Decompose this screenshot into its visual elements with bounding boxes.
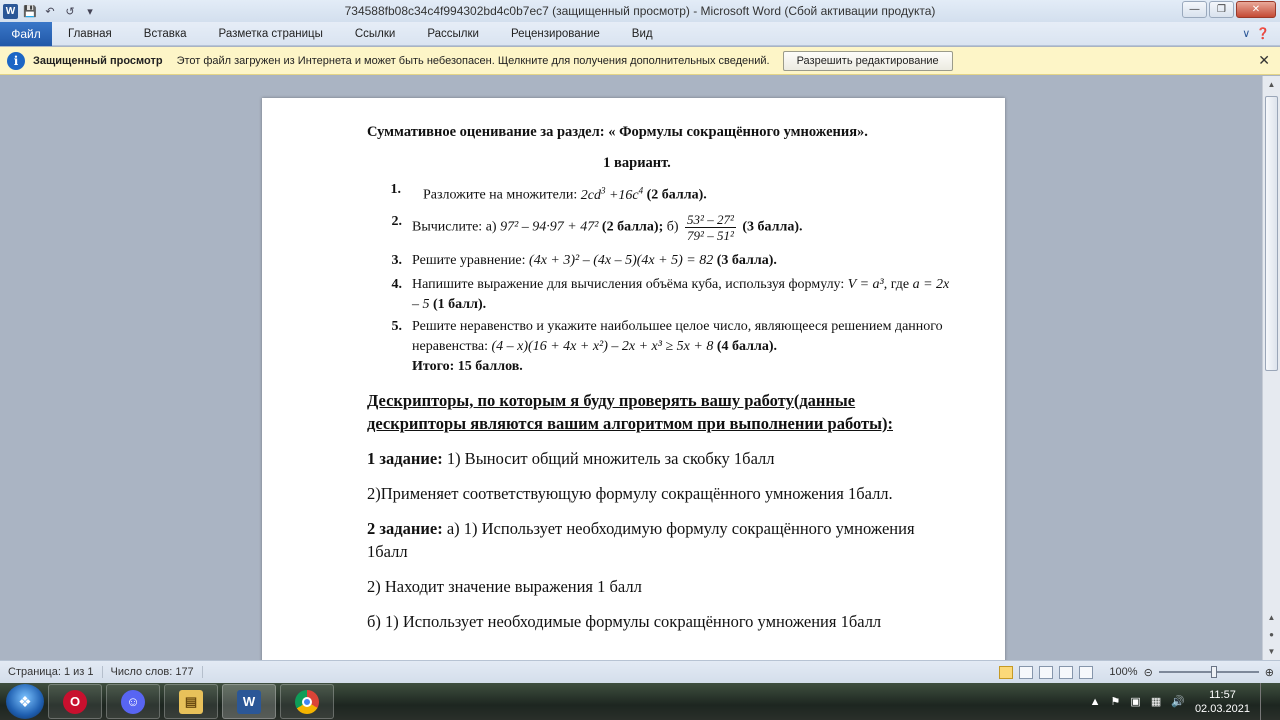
task-2 [367, 212, 952, 243]
quick-access-toolbar [0, 3, 130, 19]
page-count[interactable]: Страница: 1 из 1 [0, 666, 103, 678]
zoom-out-icon[interactable]: ⊝ [1143, 666, 1153, 679]
descriptor-1-step-2: 2)Применяет соответствующую формулу сокращённого умножения 1балл. [367, 483, 893, 503]
scroll-up-icon[interactable]: ▲ [1267, 80, 1276, 89]
redo-icon[interactable]: ↺ [65, 5, 75, 18]
discord-icon: ☺ [121, 690, 145, 714]
descriptor-text: 1) Выносит общий множитель за скобку 1балл [446, 448, 775, 468]
task-text: Разложите на множители: [423, 187, 578, 203]
tab-review[interactable]: Рецензирование [510, 27, 600, 40]
task-number: 1. [390, 182, 401, 197]
volume-icon[interactable]: 🔊 [1171, 696, 1185, 708]
task-5 [367, 317, 952, 357]
descriptor-label: 1 задание: [367, 448, 443, 468]
task-4 [367, 275, 952, 315]
descriptor-1 [367, 447, 952, 470]
task-expression: V = a³ [847, 276, 884, 292]
task-score-a: (2 балла); [601, 219, 664, 235]
fraction-denominator: 79² – 51² [687, 227, 734, 243]
descriptors-heading: Дескрипторы, по которым я буду проверять вашу работу(данные дескрипторы являются вашим алгоритмом при выполнении работы): [367, 390, 893, 433]
descriptor-2-step-2: 2) Находит значение выражения 1 балл [367, 576, 642, 596]
task-text-2: , где [883, 276, 910, 292]
title-bar [0, 0, 1280, 22]
clock-date: 02.03.2021 [1194, 702, 1250, 715]
total-score: Итого: 15 баллов. [412, 358, 523, 374]
ribbon-tabs [0, 22, 1280, 46]
descriptor-text: а) 1) Использует необходимую формулу сокращённого умножения 1балл [367, 518, 915, 561]
taskbar-discord[interactable] [106, 684, 160, 719]
taskbar-explorer[interactable] [164, 684, 218, 719]
window-title: 734588fb08c34c4f994302bd4c0b7ec7 (защищенный просмотр) - Microsoft Word (Сбой активации продукта) [344, 4, 936, 18]
document-page [262, 98, 1005, 660]
outline-view-icon[interactable] [1059, 666, 1073, 679]
protected-view-message[interactable]: Этот файл загружен из Интернета и может быть небезопасен. Щелкните для получения дополнительных сведений. [176, 54, 770, 67]
tab-insert[interactable]: Вставка [143, 27, 187, 40]
next-page-icon[interactable]: ▼ [1267, 647, 1276, 656]
task-expression-2: a = 2x – 5 [412, 276, 950, 312]
zoom-slider-thumb[interactable] [1211, 666, 1217, 678]
taskbar-opera[interactable] [48, 684, 102, 719]
web-layout-view-icon[interactable] [1039, 666, 1053, 679]
tab-mailings[interactable]: Рассылки [427, 27, 479, 40]
show-desktop-button[interactable] [1260, 683, 1272, 720]
tab-references[interactable]: Ссылки [354, 27, 396, 40]
opera-icon: O [63, 690, 87, 714]
tab-home[interactable]: Главная [68, 27, 112, 40]
task-1 [367, 180, 952, 206]
show-hidden-icons[interactable]: ▲ [1089, 695, 1101, 708]
browse-object-icon[interactable]: ● [1269, 630, 1274, 639]
word-app-icon[interactable]: W [3, 4, 18, 19]
task-expression: $2cd^3 +16c^4$ [580, 185, 644, 203]
word-count[interactable]: Число слов: 177 [103, 666, 203, 678]
close-button[interactable]: ✕ [1236, 1, 1276, 18]
task-number: 2. [391, 213, 402, 229]
task-text: Вычислите: а) [412, 219, 497, 235]
protected-view-title: Защищенный просмотр [33, 54, 163, 67]
task-number: 4. [391, 276, 402, 292]
clock-time: 11:57 [1209, 688, 1236, 701]
undo-icon[interactable]: ↶ [45, 5, 55, 18]
previous-page-icon[interactable]: ▲ [1267, 613, 1276, 622]
task-score: (3 балла). [716, 252, 777, 268]
info-icon: i [7, 52, 25, 70]
taskbar-word[interactable] [222, 684, 276, 719]
clock[interactable] [1195, 688, 1250, 716]
full-screen-reading-view-icon[interactable] [1019, 666, 1033, 679]
task-expression: (4x + 3)² – (4x – 5)(4x + 5) = 82 [529, 252, 714, 268]
task-score: (1 балл). [433, 296, 487, 312]
protected-view-bar [0, 47, 1280, 75]
document-workspace [0, 76, 1262, 660]
task-score-b: (3 балла). [742, 219, 803, 235]
tab-file[interactable]: Файл [0, 22, 52, 46]
zoom-in-icon[interactable]: ⊕ [1264, 666, 1274, 679]
customize-qat-icon[interactable]: ▾ [87, 5, 93, 18]
descriptor-2 [367, 517, 952, 563]
status-bar [0, 660, 1280, 683]
task-text: Напишите выражение для вычисления объёма куба, используя формулу: [412, 276, 845, 292]
taskbar-chrome[interactable] [280, 684, 334, 719]
minimize-ribbon-icon[interactable]: ∨ [1242, 28, 1251, 40]
task-3 [367, 251, 952, 271]
word-icon: W [237, 690, 261, 714]
folder-icon: ▤ [179, 690, 203, 714]
fraction-numerator: 53² – 27² [687, 211, 734, 227]
tab-view[interactable]: Вид [631, 27, 653, 40]
start-button[interactable]: ❖ [6, 684, 44, 719]
minimize-button[interactable]: — [1182, 1, 1207, 18]
system-tray [1090, 683, 1280, 720]
task-number: 3. [391, 252, 402, 268]
flag-icon[interactable]: ⚑ [1110, 696, 1121, 708]
enable-editing-button[interactable]: Разрешить редактирование [783, 51, 953, 71]
maximize-button[interactable]: ❐ [1209, 1, 1234, 18]
zoom-slider[interactable] [1159, 671, 1259, 673]
task-text: Решите уравнение: [412, 252, 526, 268]
task-score: (2 балла). [646, 187, 707, 203]
draft-view-icon[interactable] [1079, 666, 1093, 679]
save-icon[interactable]: 💾 [23, 5, 37, 18]
print-layout-view-icon[interactable] [999, 666, 1013, 679]
task-score: (4 балла). [716, 338, 777, 354]
taskbar [0, 683, 1280, 720]
descriptor-label: 2 задание: [367, 518, 443, 538]
network-icon[interactable]: ▦ [1150, 696, 1162, 708]
descriptor-2-b: б) 1) Использует необходимые формулы сокращённого умножения 1балл [367, 611, 882, 631]
task-expression-a: 97² – 94·97 + 47² [500, 219, 599, 235]
scroll-thumb[interactable] [1265, 96, 1278, 371]
chrome-icon [295, 690, 319, 714]
device-icon[interactable]: ▣ [1130, 696, 1141, 708]
vertical-scrollbar[interactable] [1262, 76, 1280, 660]
document-heading: Суммативное оценивание за раздел: « Формулы сокращённого умножения». [367, 124, 868, 140]
variant-heading: 1 вариант. [603, 155, 671, 171]
fraction-expression [685, 212, 736, 243]
tab-page-layout[interactable]: Разметка страницы [218, 27, 323, 40]
task-number: 5. [391, 318, 402, 334]
zoom-level[interactable]: 100% [1109, 666, 1138, 678]
task-text-b: б) [666, 219, 679, 235]
task-text: Решите неравенство и укажите наибольшее целое число, являющееся решением данного неравенства: [412, 318, 943, 354]
help-icon[interactable]: ❓ [1256, 28, 1270, 40]
task-expression: (4 – x)(16 + 4x + x²) – 2x + x³ ≥ 5x + 8 [491, 338, 714, 354]
close-bar-icon[interactable]: ✕ [1258, 52, 1270, 68]
